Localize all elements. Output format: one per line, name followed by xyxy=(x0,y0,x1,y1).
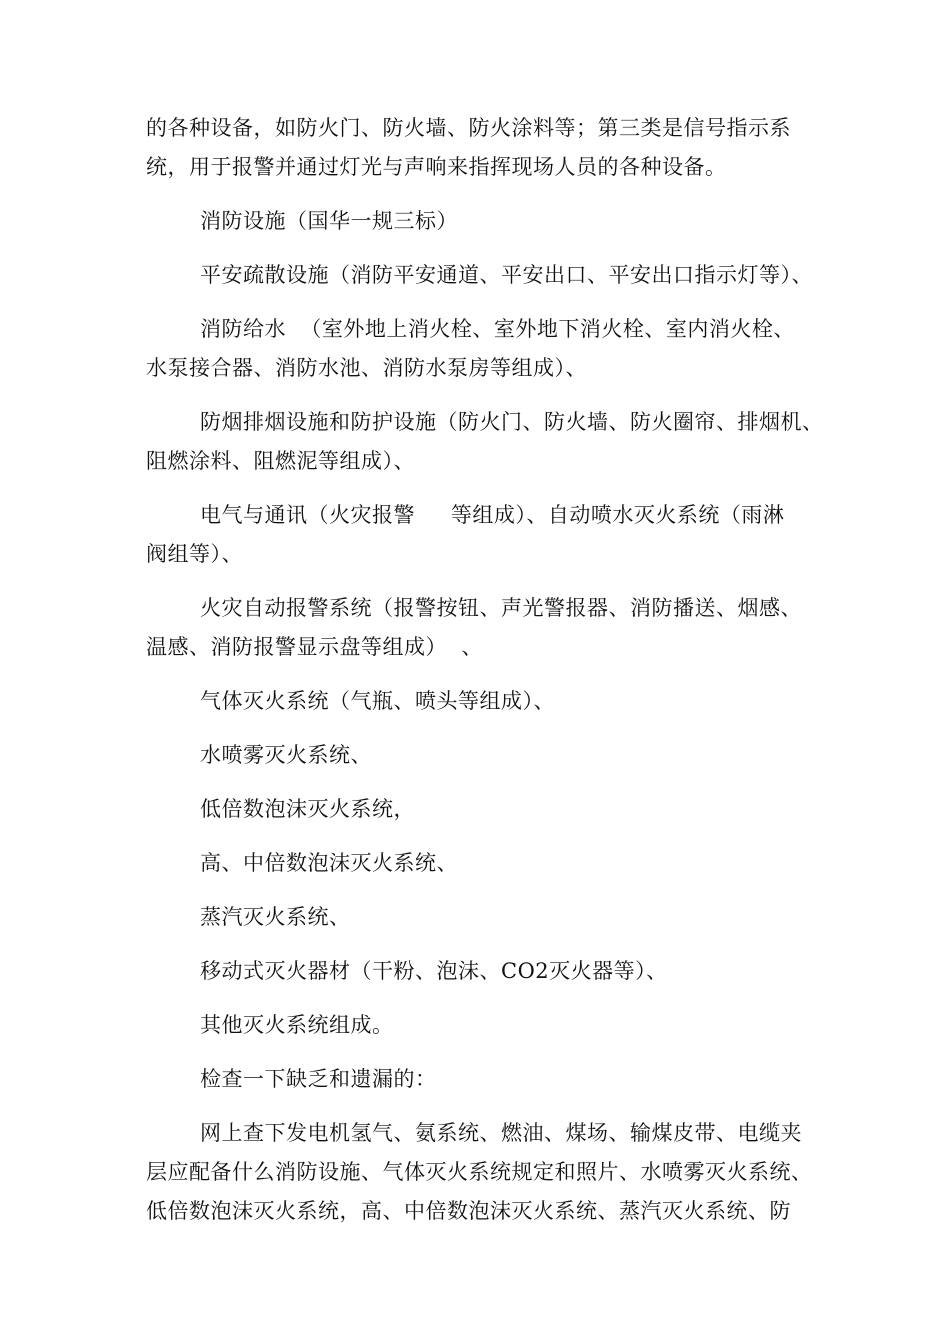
paragraph-line: 检查一下缺乏和遗漏的： xyxy=(200,1067,437,1091)
paragraph-line: 低倍数泡沫灭火系统， xyxy=(200,797,415,821)
paragraph-line: 网上查下发电机氢气、氨系统、燃油、煤场、输煤皮带、电缆夹 xyxy=(200,1121,802,1145)
paragraph-line: 移动式灭火器材（干粉、泡沫、CO2灭火器等）、 xyxy=(200,959,668,983)
paragraph-line: 防烟排烟设施和防护设施（防火门、防火墙、防火圈帘、排烟机、 xyxy=(200,410,824,434)
paragraph-line: 蒸汽灭火系统、 xyxy=(200,905,351,929)
paragraph-line: 火灾自动报警系统（报警按钮、声光警报器、消防播送、烟感、 xyxy=(200,596,802,620)
paragraph-line: 水泵接合器、消防水池、消防水泵房等组成）、 xyxy=(146,356,587,380)
paragraph-line: 的各种设备，如防火门、防火墙、防火涂料等；第三类是信号指示系 xyxy=(146,116,791,140)
paragraph-line: 消防设施（国华一规三标） xyxy=(200,209,458,233)
paragraph-line: 水喷雾灭火系统、 xyxy=(200,743,372,767)
paragraph-line: 电气与通讯（火灾报警 等组成）、自动喷水灭火系统（雨淋 xyxy=(200,503,785,527)
paragraph-line: 阻燃涂料、阻燃泥等组成）、 xyxy=(146,449,415,473)
paragraph-line: 其他灭火系统组成。 xyxy=(200,1013,394,1037)
paragraph-line: 阀组等）、 xyxy=(146,542,243,566)
paragraph-line: 平安疏散设施（消防平安通道、平安出口、平安出口指示灯等）、 xyxy=(200,263,813,287)
paragraph-line: 高、中倍数泡沫灭火系统、 xyxy=(200,851,458,875)
paragraph-line: 温感、消防报警显示盘等组成） 、 xyxy=(146,635,483,659)
paragraph-line: 消防给水 （室外地上消火栓、室外地下消火栓、室内消火栓、 xyxy=(200,317,795,341)
paragraph-line: 统，用于报警并通过灯光与声响来指挥现场人员的各种设备。 xyxy=(146,155,727,179)
paragraph-line: 气体灭火系统（气瓶、喷头等组成）、 xyxy=(200,689,555,713)
paragraph-line: 层应配备什么消防设施、气体灭火系统规定和照片、水喷雾灭火系统、 xyxy=(146,1160,813,1184)
paragraph-line: 低倍数泡沫灭火系统，高、中倍数泡沫灭火系统、蒸汽灭火系统、防 xyxy=(146,1199,791,1223)
